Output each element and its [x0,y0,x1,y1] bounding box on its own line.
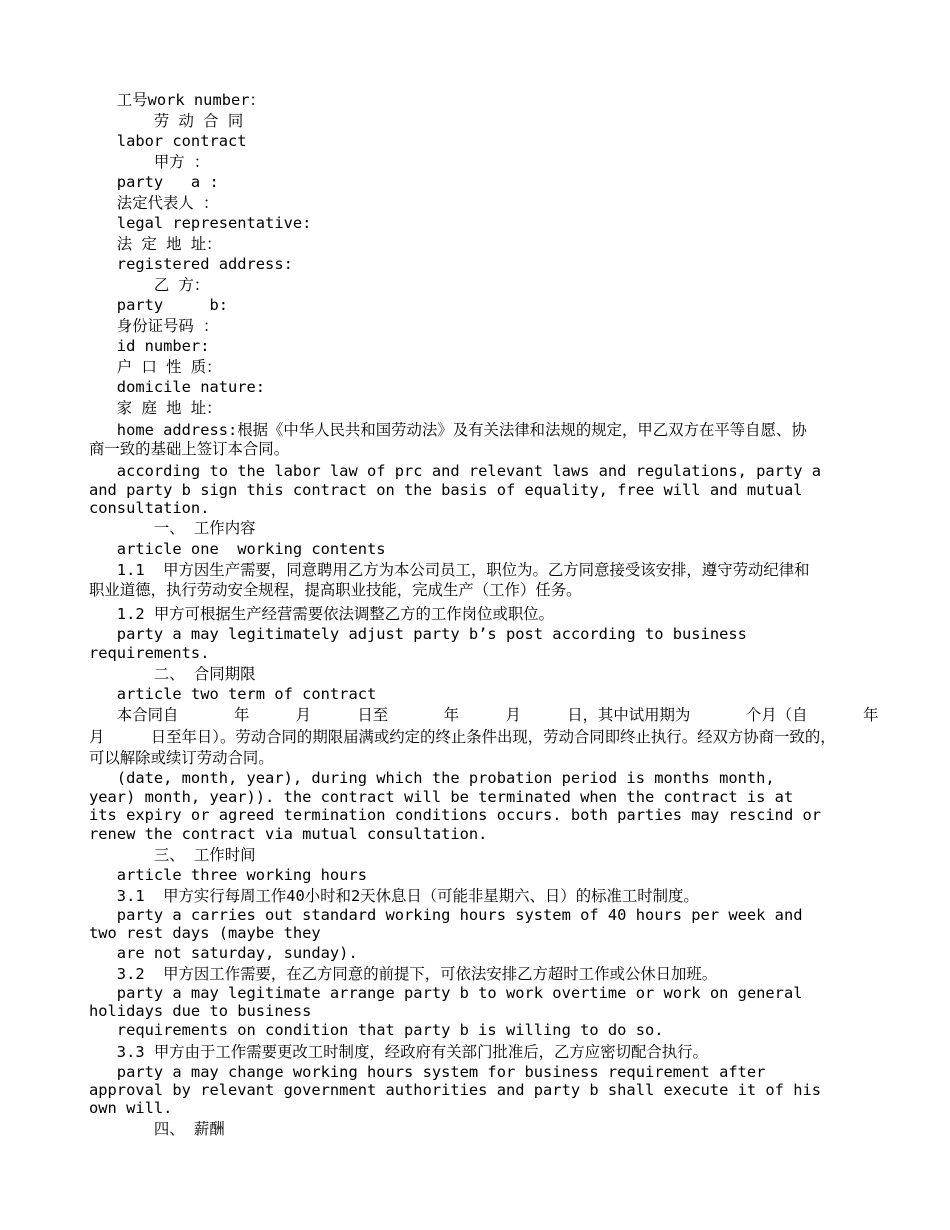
document-line: legal representative: [89,214,312,232]
document-line: 三、 工作时间 [89,846,256,864]
document-line: party a may change working hours system for business requirement after [89,1063,766,1081]
document-line: 3.1 甲方实行每周工作40小时和2天休息日（可能非星期六、日）的标准工时制度。 [89,887,699,905]
document-line: requirements. [89,644,210,662]
document-line: approval by relevant government authorities and party b shall execute it of his [89,1081,822,1099]
document-line: 月 日至年日）。劳动合同的期限届满或约定的终止条件出现，劳动合同即终止执行。经双方协商一致的， [89,728,836,746]
document-line: home address:根据《中华人民共和国劳动法》及有关法律和法规的规定，甲乙双方在平等自愿、协 [89,421,807,439]
document-line: 1.1 甲方因生产需要，同意聘用乙方为本公司员工，职位为。乙方同意接受该安排，遵守劳动纪律和 [89,561,810,579]
document-line: party b: [89,296,228,314]
document-line: 二、 合同期限 [89,665,256,683]
document-line: 甲方 ： [89,153,210,171]
document-line: 劳 动 合 同 [89,112,244,130]
document-line: 职业道德，执行劳动安全规程，提高职业技能，完成生产（工作）任务。 [89,581,582,599]
document-line: registered address: [89,255,293,273]
document-line: own will. [89,1099,173,1117]
document-line: domicile nature: [89,378,266,396]
document-line: 家 庭 地 址： [89,399,222,417]
document-line: 工号work number： [89,91,265,109]
document-line: article three working hours [89,866,367,884]
document-line: and party b sign this contract on the basis of equality, free will and mutual [89,481,803,499]
document-line: party a may legitimately adjust party b’s post according to business [89,625,747,643]
document-line: 1.2 甲方可根据生产经营需要依法调整乙方的工作岗位或职位。 [89,605,555,623]
document-line: 身份证号码 ： [89,317,219,335]
document-line: 可以解除或续订劳动合同。 [89,749,274,767]
document-line: 法定代表人 ： [89,194,219,212]
document-line: 法 定 地 址： [89,235,222,253]
document-line: requirements on condition that party b is willing to do so. [89,1021,664,1039]
document-line: 本合同自 年 月 日至 年 月 日，其中试用期为 个月（自 年 [89,706,879,724]
document-line: 四、 薪酬 [89,1120,225,1138]
document-line: are not saturday, sunday). [89,944,358,962]
document-line: labor contract [89,132,247,150]
document-line: article one working contents [89,540,386,558]
document-line: 3.2 甲方因工作需要，在乙方同意的前提下，可依法安排乙方超时工作或公休日加班。 [89,965,718,983]
document-line: party a : [89,173,219,191]
document-line: consultation. [89,499,210,517]
document-line: holidays due to business [89,1002,312,1020]
document-line: renew the contract via mutual consultation. [89,825,488,843]
document-line: 一、 工作内容 [89,519,256,537]
document-line: 乙 方： [89,276,210,294]
document-line: (date, month, year), during which the probation period is months month, [89,769,775,787]
document-line: party a carries out standard working hours system of 40 hours per week and [89,906,803,924]
document-line: 商一致的基础上签订本合同。 [89,440,290,458]
document-line: according to the labor law of prc and relevant laws and regulations, party a [89,462,822,480]
document-line: id number: [89,337,210,355]
document-line: year) month, year)). the contract will be terminated when the contract is at [89,788,794,806]
document-line: 户 口 性 质： [89,358,222,376]
document-line: party a may legitimate arrange party b to work overtime or work on general [89,984,803,1002]
document-line: 3.3 甲方由于工作需要更改工时制度，经政府有关部门批准后，乙方应密切配合执行。 [89,1043,708,1061]
document-line: its expiry or agreed termination conditions occurs. both parties may rescind or [89,806,822,824]
document-line: article two term of contract [89,685,377,703]
document-line: two rest days (maybe they [89,924,321,942]
